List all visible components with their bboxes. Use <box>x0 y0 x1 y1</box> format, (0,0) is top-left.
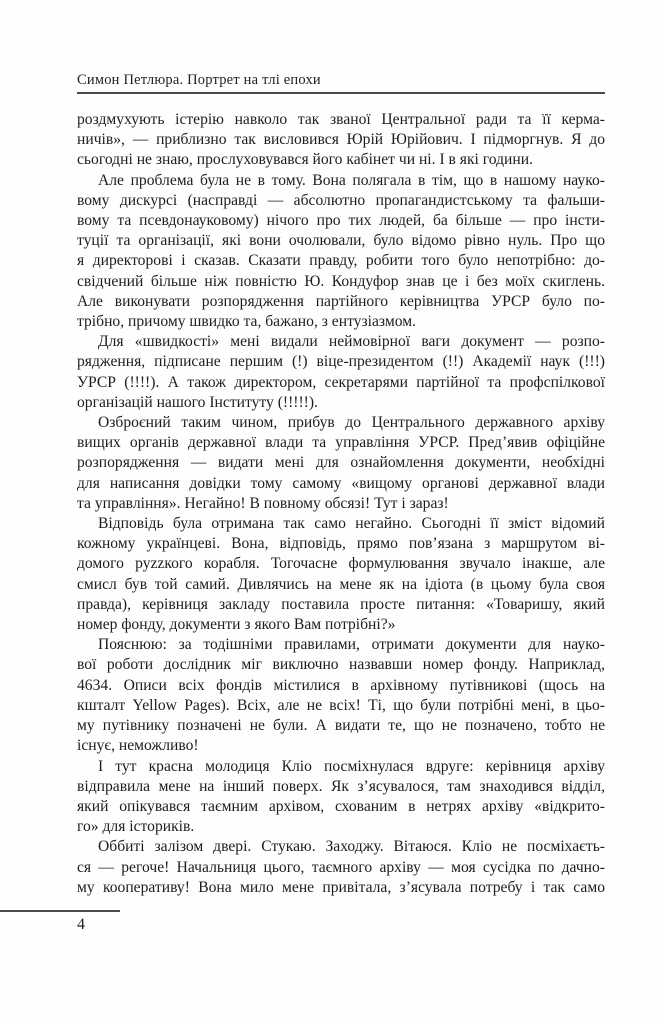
paragraph <box>77 635 605 756</box>
text-line: відправила мене на інший поверх. Як з’ясувалося, там знаходився відділ, <box>77 777 605 795</box>
text-line: Відповідь була отримана так само негайно. Сьогодні її зміст відомий <box>98 515 605 533</box>
footer-rule <box>0 910 120 912</box>
paragraph <box>77 413 605 514</box>
paragraph <box>77 110 605 171</box>
text-line: роздмухують істерію навколо так званої Центральної ради та її керма- <box>77 111 605 128</box>
text-line: ся — регоче! Начальниця цього, таємного архіву — моя сусідка по дачно- <box>77 858 605 876</box>
text-line: для написання довідки тому самому «вищому органові державної влади <box>77 474 605 492</box>
text-line: розпорядження — видати мені для ознайомлення документи, необхідні <box>77 454 605 472</box>
text-line: Але виконувати розпорядження партійного керівництва УРСР було по- <box>77 292 605 310</box>
text-line: вому дискурсі (насправді — абсолютно пропагандистському та фальши- <box>77 191 605 209</box>
text-line: Але проблема була не в тому. Вона полягала в тім, що в нашому науко- <box>98 171 605 189</box>
text-line: го» для істориків. <box>77 818 195 836</box>
text-line: домого руzzкого корабля. Тогочасне формулювання звучало інакше, але <box>77 555 605 573</box>
text-line: який опікувався таємним архівом, схованим в нетрях архіву «відкрито- <box>77 797 605 815</box>
text-line: Для «швидкості» мені видали неймовірної ваги документ — розпо- <box>98 333 605 351</box>
text-line: Пояснюю: за тодішніми правилами, отримати документи для науко- <box>98 636 605 654</box>
text-line: 4634. Описи всіх фондів містилися в архівному путівникові (щось на <box>77 676 605 694</box>
text-line: му кооперативу! Вона мило мене привітала, з’ясувала потребу і так само <box>77 878 605 896</box>
paragraph <box>77 514 605 635</box>
text-line: смисл був той самий. Дивлячись на мене як на ідіота (в цьому була своя <box>77 575 605 593</box>
paragraph <box>77 171 605 333</box>
text-line: сьогодні не знаю, прослуховувався його кабінет чи ні. І в які години. <box>77 151 533 169</box>
text-line: вому та псевдонауковому) нічого про тих людей, ба більше — про інсти- <box>77 212 605 230</box>
text-line: існує, неможливо! <box>77 737 199 755</box>
running-header-title: Симон Петлюра. Портрет на тлі епохи <box>77 72 321 88</box>
text-line: Оббиті залізом двері. Стукаю. Заходжу. Вітаюся. Кліо не посміхаєть- <box>98 838 605 856</box>
page-body-text <box>77 110 605 898</box>
text-line: кшталт Yellow Pages). Всіх, але не всіх! Ті, що були потрібні мені, в цьо- <box>77 696 605 714</box>
text-line: вищих органів державної влади та управління УРСР. Пред’явив офіційне <box>77 434 605 452</box>
header-rule <box>77 92 605 94</box>
text-line: я директорові і сказав. Сказати правду, робити того було непотрібно: до- <box>77 252 605 270</box>
paragraph <box>77 332 605 413</box>
text-line: вої роботи дослідник міг виключно назвавши номер фонду. Наприклад, <box>77 656 605 674</box>
text-line: туції та організації, які вони очолювали, було відомо рівно нуль. Про що <box>77 232 605 250</box>
text-line: УРСР (!!!!). А також директором, секретарями партійної та профспілкової <box>77 373 605 391</box>
paragraph <box>77 757 605 838</box>
paragraph <box>77 837 605 898</box>
text-line: правда), керівниця закладу поставила просте питання: «Товаришу, який <box>77 595 605 613</box>
text-line: кожному українцеві. Вона, відповідь, прямо пов’язана з маршрутом ві- <box>77 535 605 553</box>
text-line: рядження, підписане першим (!) віце-президентом (!!) Академії наук (!!!) <box>77 353 605 371</box>
text-line: організацій нашого Інституту (!!!!!). <box>77 393 318 411</box>
text-line: І тут красна молодиця Кліо посміхнулася вдруге: керівниця архіву <box>98 757 605 775</box>
text-line: та управління». Негайно! В повному обсязі! Тут і зараз! <box>77 494 449 512</box>
text-line: трібно, причому швидко та, бажано, з ентузіазмом. <box>77 313 416 331</box>
text-line: Озброєний таким чином, прибув до Центрального державного архіву <box>98 414 605 432</box>
text-line: номер фонду, документи з якого Вам потрібні?» <box>77 616 396 634</box>
text-line: му путівнику позначені не були. А видати те, що не позначено, тобто не <box>77 717 605 735</box>
text-line: свідчений більше ніж повністю Ю. Кондуфор знав це і без моїх скиглень. <box>77 272 605 290</box>
page-number: 4 <box>77 916 85 933</box>
text-line: ничів», — приблизно так висловився Юрій Юрійович. І підморгнув. Я до <box>77 131 605 149</box>
